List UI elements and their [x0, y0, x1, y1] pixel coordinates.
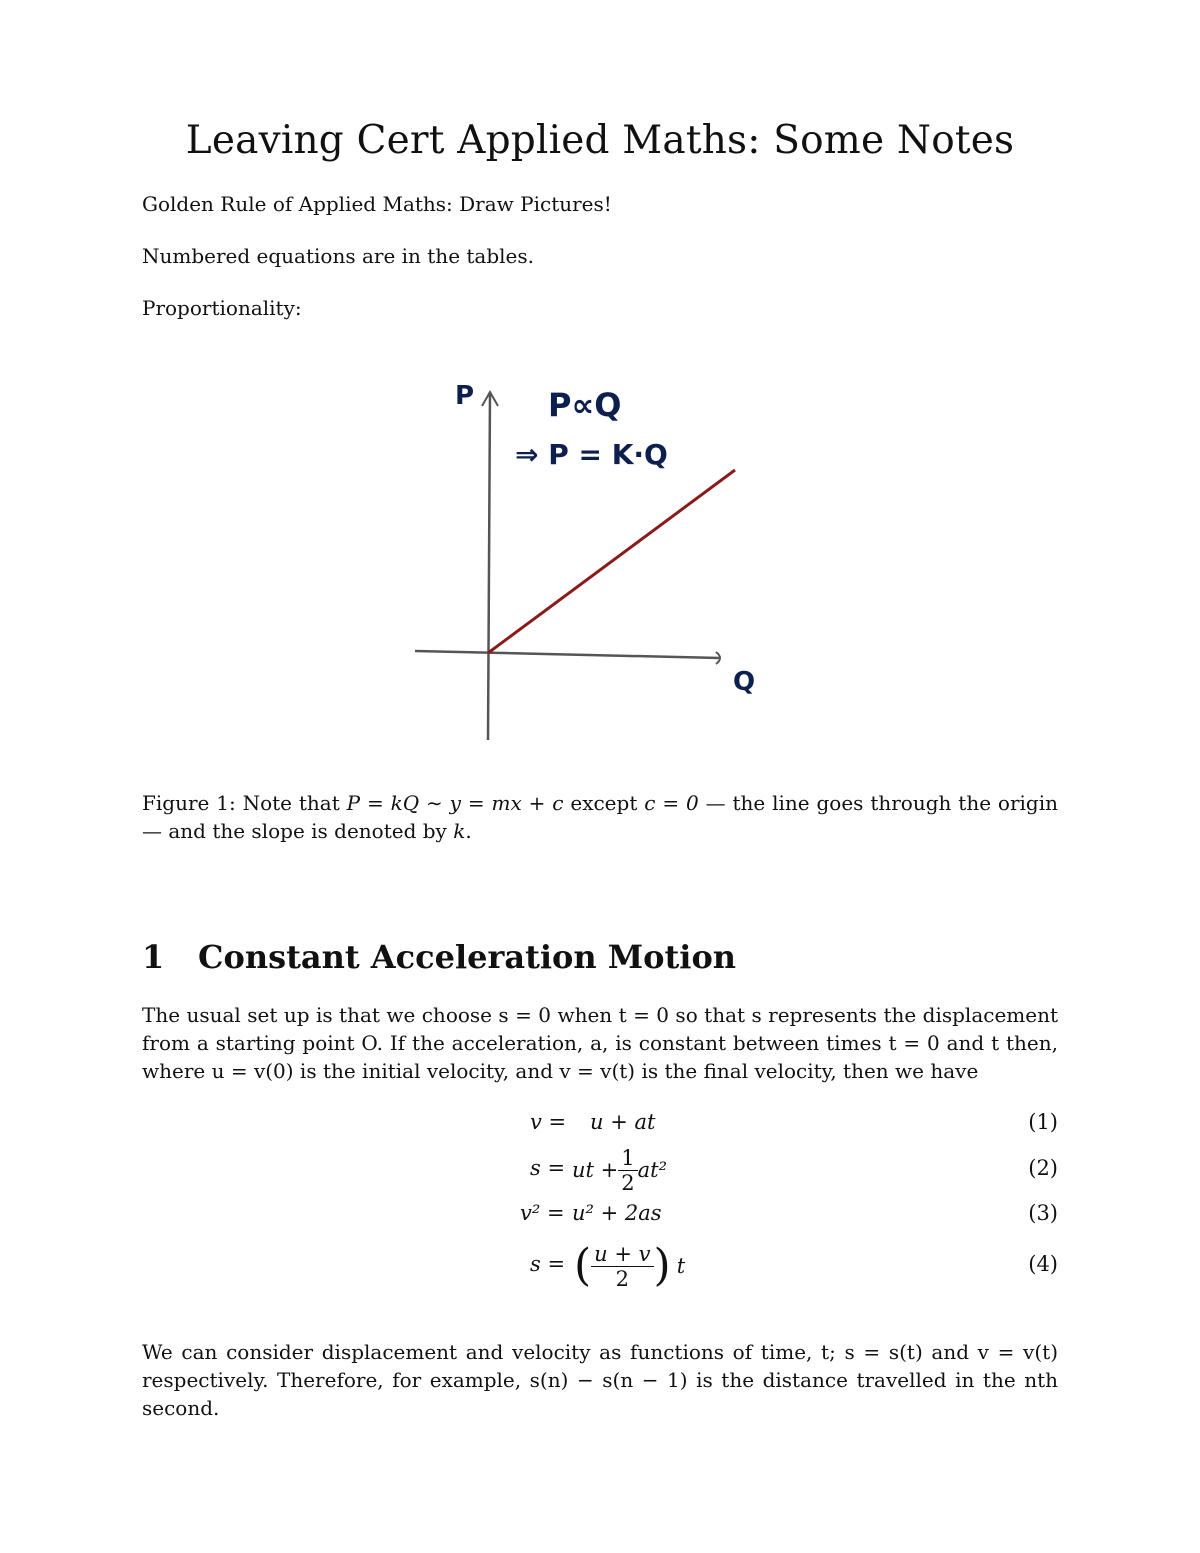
- equation-rhs: [572, 1142, 667, 1198]
- left-paren: (: [574, 1240, 592, 1291]
- right-paren: ): [653, 1240, 671, 1291]
- section-number: 1: [142, 938, 165, 976]
- equation-rhs-after: at²: [637, 1158, 668, 1182]
- caption-prefix: Figure 1: Note that: [142, 791, 347, 815]
- equation-number: (1): [1028, 1110, 1058, 1134]
- golden-rule-text: Golden Rule of Applied Maths: Draw Pictures!: [142, 192, 612, 216]
- equation-lhs: s =: [530, 1252, 566, 1276]
- equation-rhs: [574, 1236, 685, 1296]
- closing-paragraph: We can consider displacement and velocity as functions of time, t; s = s(t) and v = v(t) respectively. Therefore, for example, s(n) − s(n − 1) is the distance travelled in the nth second.: [142, 1340, 1058, 1420]
- proportionality-figure: [400, 370, 800, 750]
- page-title: Leaving Cert Applied Maths: Some Notes: [185, 118, 1015, 163]
- equation-fraction: [591, 1242, 653, 1291]
- x-axis-label: Q: [733, 667, 756, 697]
- caption-mid: except: [563, 791, 645, 815]
- equation-lhs: v =: [530, 1110, 567, 1134]
- equation-lhs: s =: [530, 1156, 566, 1180]
- equation-number: (4): [1028, 1252, 1058, 1276]
- caption-end: .: [465, 819, 472, 843]
- figure-caption: [142, 789, 1058, 845]
- equation-rhs-before: ut +: [572, 1158, 619, 1182]
- fraction-denominator: 2: [621, 1170, 635, 1195]
- equation-number: (3): [1028, 1201, 1058, 1225]
- fraction-denominator: 2: [615, 1266, 630, 1291]
- fraction-numerator: 1: [618, 1146, 637, 1171]
- caption-formula: P = kQ ∼ y = mx + c: [346, 791, 564, 815]
- equation-number: (2): [1028, 1156, 1058, 1180]
- caption-rest: — the line goes through the origin — and the slope is denoted by: [142, 791, 1059, 843]
- proportionality-label: Proportionality:: [142, 296, 302, 320]
- equation-rhs: u + at: [590, 1110, 656, 1134]
- caption-k: k: [453, 819, 466, 843]
- section-title: Constant Acceleration Motion: [198, 938, 737, 976]
- equation-row: [142, 1142, 1058, 1198]
- equation-rhs-after: t: [676, 1254, 686, 1278]
- proportional-note: P∝Q: [548, 386, 622, 424]
- equations-note-text: Numbered equations are in the tables.: [142, 244, 535, 268]
- p-axis: [488, 392, 490, 740]
- equation-note: ⇒ P = K·Q: [515, 438, 668, 471]
- section-heading: [142, 938, 736, 976]
- proportional-line: [488, 470, 735, 653]
- y-axis-label: P: [455, 381, 475, 411]
- caption-c-zero: c = 0: [644, 791, 699, 815]
- q-axis: [415, 651, 720, 658]
- fraction-numerator: u + v: [591, 1242, 653, 1267]
- equation-lhs: v² =: [520, 1201, 565, 1225]
- equation-row: [142, 1236, 1058, 1296]
- equation-fraction: [618, 1146, 637, 1195]
- intro-paragraph: The usual set up is that we choose s = 0 when t = 0 so that s represents the displacement from a starting point O. If the acceleration, a, is constant between times t = 0 and t then, where u = v(0) is the initial velocity, and v = v(t) is the final velocity, then we have: [142, 1003, 1058, 1083]
- equation-rhs: u² + 2as: [572, 1201, 662, 1225]
